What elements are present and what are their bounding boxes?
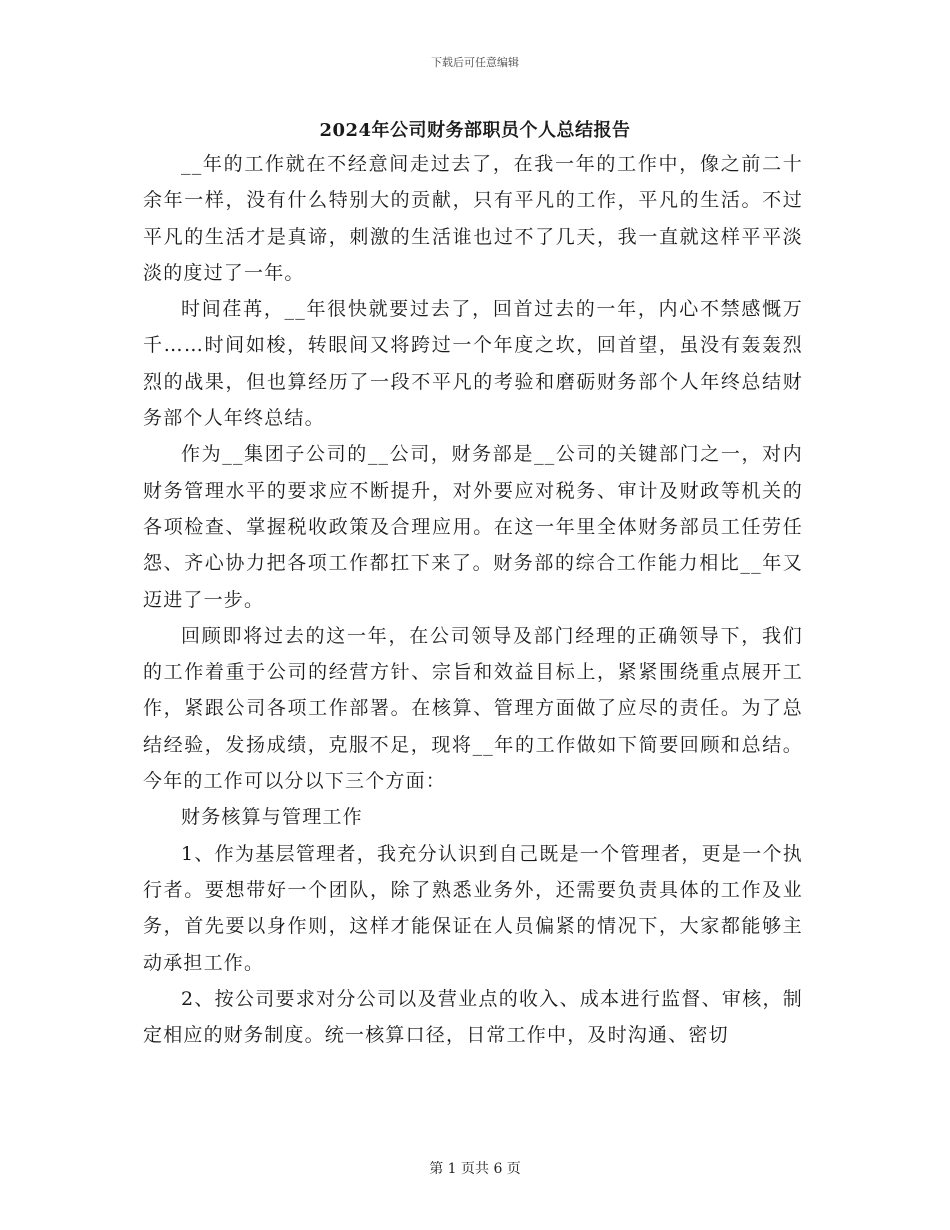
paragraph-2: 时间荏苒，__年很快就要过去了，回首过去的一年，内心不禁感慨万千……时间如梭，转眼间又将跨过一个年度之坎，回首望，虽没有轰轰烈烈的战果，但也算经历了一段不平凡的考验和磨砺财务部个人年终总结财务部个人年终总结。 — [143, 298, 803, 430]
paragraph-6: 2、按公司要求对分公司以及营业点的收入、成本进行监督、审核，制定相应的财务制度。统一核算口径，日常工作中，及时沟通、密切 — [143, 987, 803, 1047]
document-body — [143, 146, 803, 1053]
paragraph-4: 回顾即将过去的这一年，在公司领导及部门经理的正确领导下，我们的工作着重于公司的经营方针、宗旨和效益目标上，紧紧围绕重点展开工作，紧跟公司各项工作部署。在核算、管理方面做了应尽的责任。为了总结经验，发扬成绩，克服不足，现将__年的工作做如下简要回顾和总结。今年的工作可以分以下三个方面： — [143, 624, 803, 793]
section-heading: 财务核算与管理工作 — [181, 806, 363, 829]
document-title: 2024年公司财务部职员个人总结报告 — [319, 120, 631, 141]
paragraph-3: 作为__集团子公司的__公司，财务部是__公司的关键部门之一，对内财务管理水平的要求应不断提升，对外要应对税务、审计及财政等机关的各项检查、掌握税收政策及合理应用。在这一年里全体财务部员工任劳任怨、齐心协力把各项工作都扛下来了。财务部的综合工作能力相比__年又迈进了一步。 — [143, 443, 803, 611]
header-note: 下载后可任意编辑 — [431, 56, 519, 69]
paragraph-1: __年的工作就在不经意间走过去了，在我一年的工作中，像之前二十余年一样，没有什么特别大的贡献，只有平凡的工作，平凡的生活。不过平凡的生活才是真谛，刺激的生活谁也过不了几天，我一直就这样平平淡淡的度过了一年。 — [143, 153, 803, 284]
page-number: 第 1 页共 6 页 — [429, 1161, 521, 1177]
paragraph-5: 1、作为基层管理者，我充分认识到自己既是一个管理者，更是一个执行者。要想带好一个团队，除了熟悉业务外，还需要负责具体的工作及业务，首先要以身作则，这样才能保证在人员偏紧的情况下，大家都能够主动承担工作。 — [143, 842, 803, 974]
